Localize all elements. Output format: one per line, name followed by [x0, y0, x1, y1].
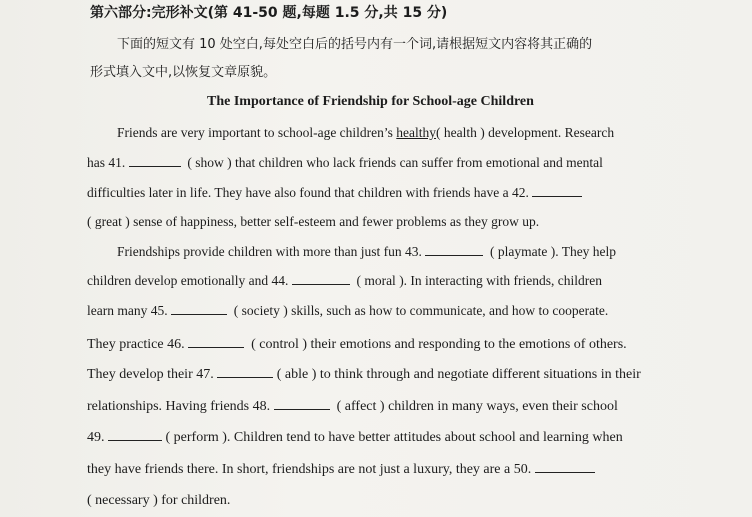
answer-blank-49[interactable]	[108, 429, 162, 441]
passage-text: ( moral ). In interacting with friends, children	[356, 273, 602, 288]
passage-text: they have friends there. In short, friendships are not just a luxury, they are a 50.	[87, 462, 535, 477]
passage-text: has 41.	[87, 155, 129, 170]
passage-text: Friends are very important to school-age children’s	[117, 125, 397, 140]
passage-text: ( necessary ) for children.	[87, 493, 231, 508]
passage-text: ( great ) sense of happiness, better self-esteem and fewer problems as they grow up.	[87, 214, 540, 229]
answer-blank-44[interactable]	[292, 273, 350, 285]
passage-line-12	[87, 461, 595, 479]
passage-line-6	[87, 272, 602, 290]
passage-line-3	[87, 184, 582, 202]
passage-text: 49.	[87, 430, 108, 445]
instructions-line-2: 形式填入文中,以恢复文章原貌。	[90, 65, 277, 80]
passage-text: learn many 45.	[87, 303, 171, 318]
passage-title: The Importance of Friendship for School-age Children	[207, 94, 534, 109]
passage-text: They practice 46.	[87, 337, 189, 352]
passage-line-5	[117, 243, 616, 261]
passage-text: They develop their 47.	[87, 367, 218, 382]
passage-text: ( show ) that children who lack friends can suffer from emotional and mental	[187, 155, 603, 170]
answer-blank-45[interactable]	[171, 303, 227, 315]
passage-text: difficulties later in life. They have also found that children with friends have a 42.	[87, 185, 533, 200]
answer-blank-42[interactable]	[532, 185, 582, 197]
example-answer: healthy	[396, 125, 437, 140]
answer-blank-50[interactable]	[535, 461, 595, 473]
passage-line-7	[87, 302, 608, 320]
passage-text: ( playmate ). They help	[489, 244, 617, 259]
passage-line-1	[117, 124, 614, 142]
section-title: 第六部分:完形补文(第 41-50 题,每题 1.5 分,共 15 分)	[90, 5, 448, 21]
answer-blank-48[interactable]	[274, 398, 330, 410]
passage-text: ( perform ). Children tend to have better attitudes about school and learning when	[165, 430, 623, 445]
passage-line-11	[87, 429, 623, 447]
passage-line-8	[87, 336, 627, 354]
passage-text: ( able ) to think through and negotiate different situations in their	[276, 367, 641, 382]
passage-line-2	[87, 154, 603, 172]
passage-line-13	[87, 492, 230, 510]
passage-text: ( society ) skills, such as how to communicate, and how to cooperate.	[233, 303, 609, 318]
answer-blank-47[interactable]	[217, 366, 273, 378]
passage-text: ( health ) development. Research	[436, 125, 615, 140]
passage-text: children develop emotionally and 44.	[87, 273, 292, 288]
passage-line-9	[87, 366, 641, 384]
answer-blank-41[interactable]	[129, 155, 181, 167]
passage-text: relationships. Having friends 48.	[87, 399, 274, 414]
passage-text: ( affect ) children in many ways, even their school	[336, 399, 618, 414]
passage-line-4	[87, 213, 539, 231]
passage-line-10	[87, 398, 618, 416]
passage-text: ( control ) their emotions and responding to the emotions of others.	[251, 337, 627, 352]
instructions-line-1: 下面的短文有 10 处空白,每处空白后的括号内有一个词,请根据短文内容将其正确的	[117, 37, 593, 52]
passage-text: Friendships provide children with more than just fun 43.	[117, 244, 426, 259]
answer-blank-46[interactable]	[188, 336, 244, 348]
answer-blank-43[interactable]	[425, 244, 483, 256]
